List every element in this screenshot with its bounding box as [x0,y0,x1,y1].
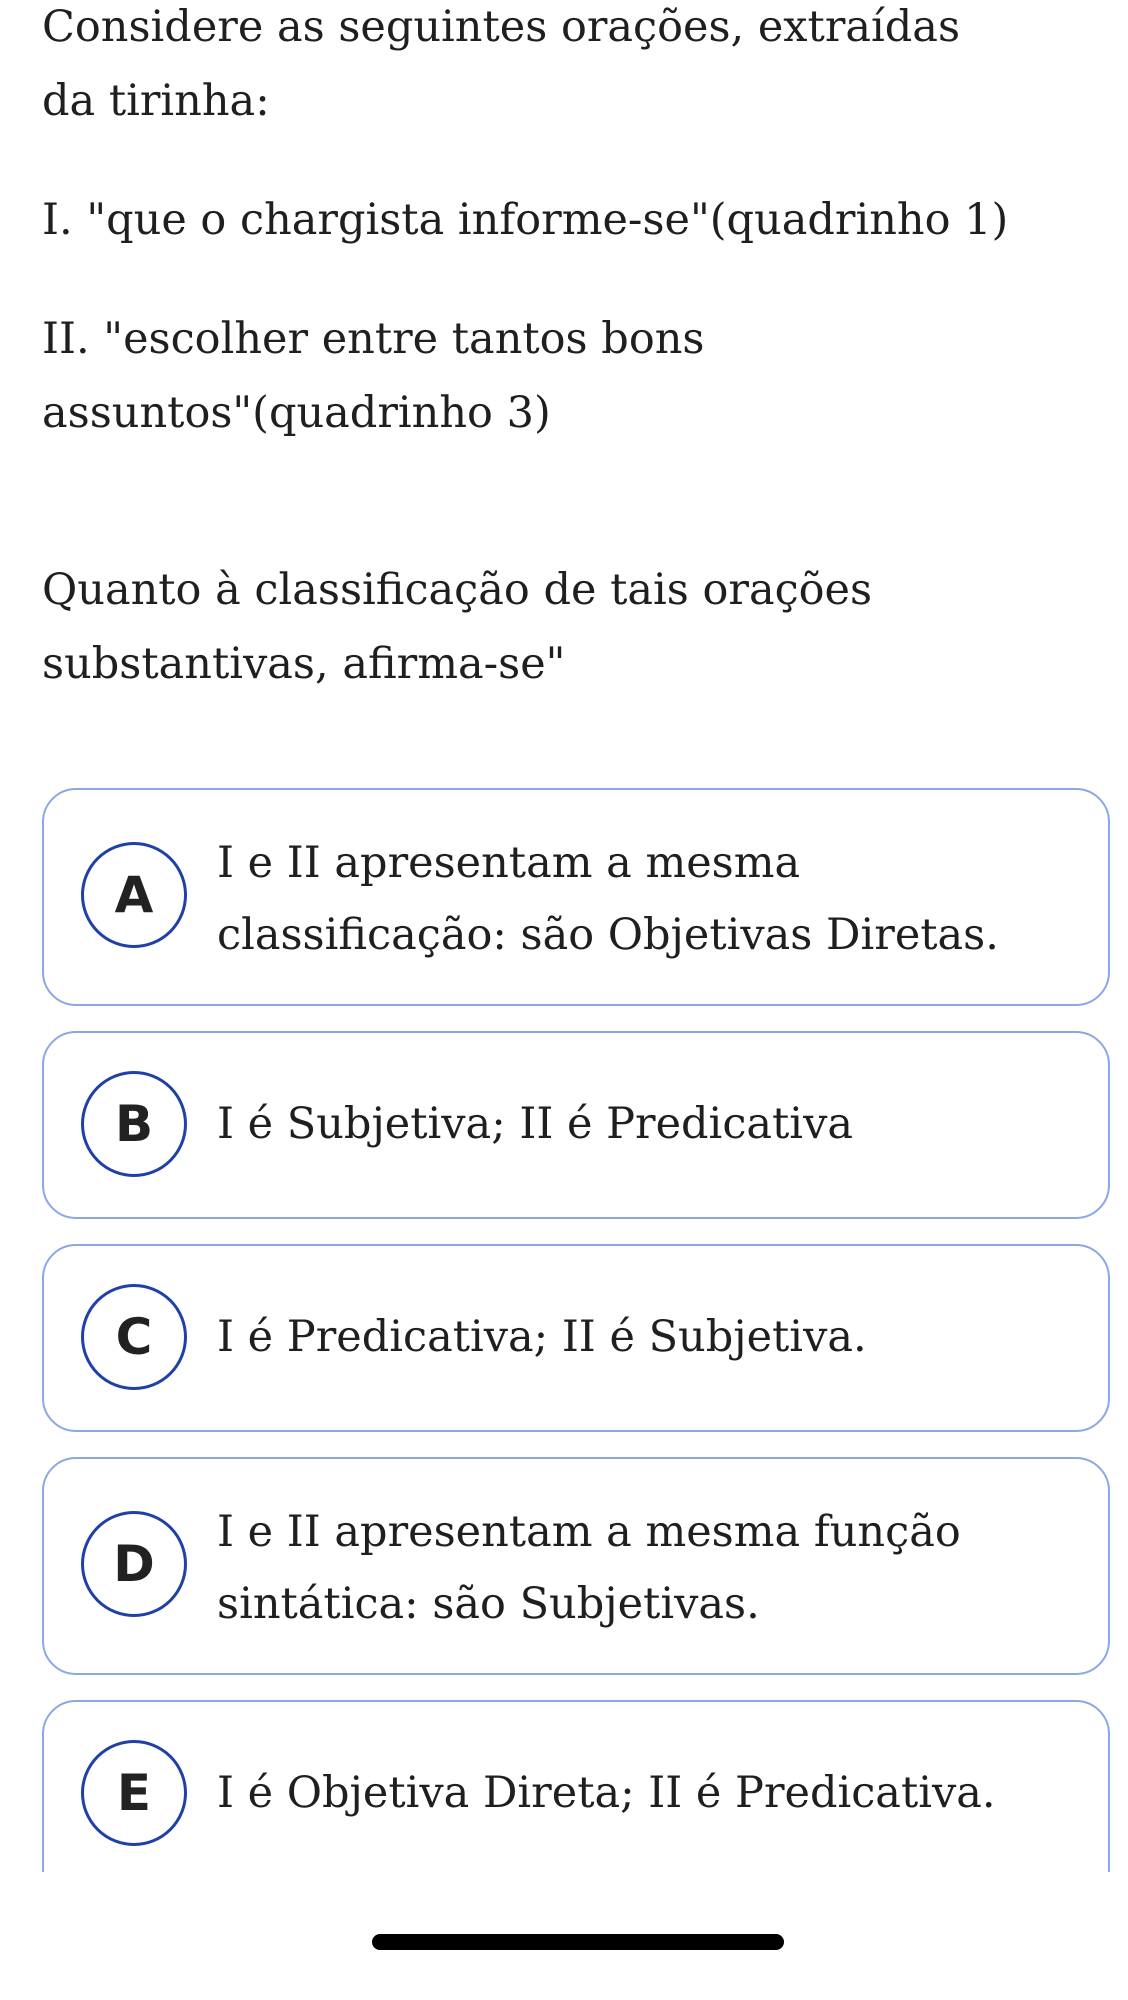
option-letter-a: A [81,842,187,948]
option-text-c: I é Predicativa; II é Subjetiva. [217,1312,867,1362]
option-a[interactable] [42,788,1110,1006]
question-prompt: Quanto à classificação de tais orações substantivas, afirma-se" [42,565,873,689]
option-text-e: I é Objetiva Direta; II é Predicativa. [217,1768,996,1818]
option-letter-d: D [81,1511,187,1617]
option-letter-c: C [81,1284,187,1390]
home-indicator[interactable] [372,1934,784,1950]
option-e[interactable] [42,1700,1110,1872]
option-b[interactable] [42,1031,1110,1219]
option-text-d: I e II apresentam a mesma função sintática: são Subjetivas. [217,1507,961,1629]
option-d[interactable] [42,1457,1110,1675]
option-text-a: I e II apresentam a mesma classificação: são Objetivas Diretas. [217,838,999,960]
option-text-b: I é Subjetiva; II é Predicativa [217,1099,853,1149]
option-letter-e: E [81,1740,187,1846]
question-item-1: I. "que o chargista informe-se"(quadrinho 1) [42,195,1009,245]
option-c[interactable] [42,1244,1110,1432]
option-letter-b: B [81,1071,187,1177]
question-intro: Considere as seguintes orações, extraídas da tirinha: [42,2,961,126]
question-item-2: II. "escolher entre tantos bons assuntos"(quadrinho 3) [42,314,705,438]
